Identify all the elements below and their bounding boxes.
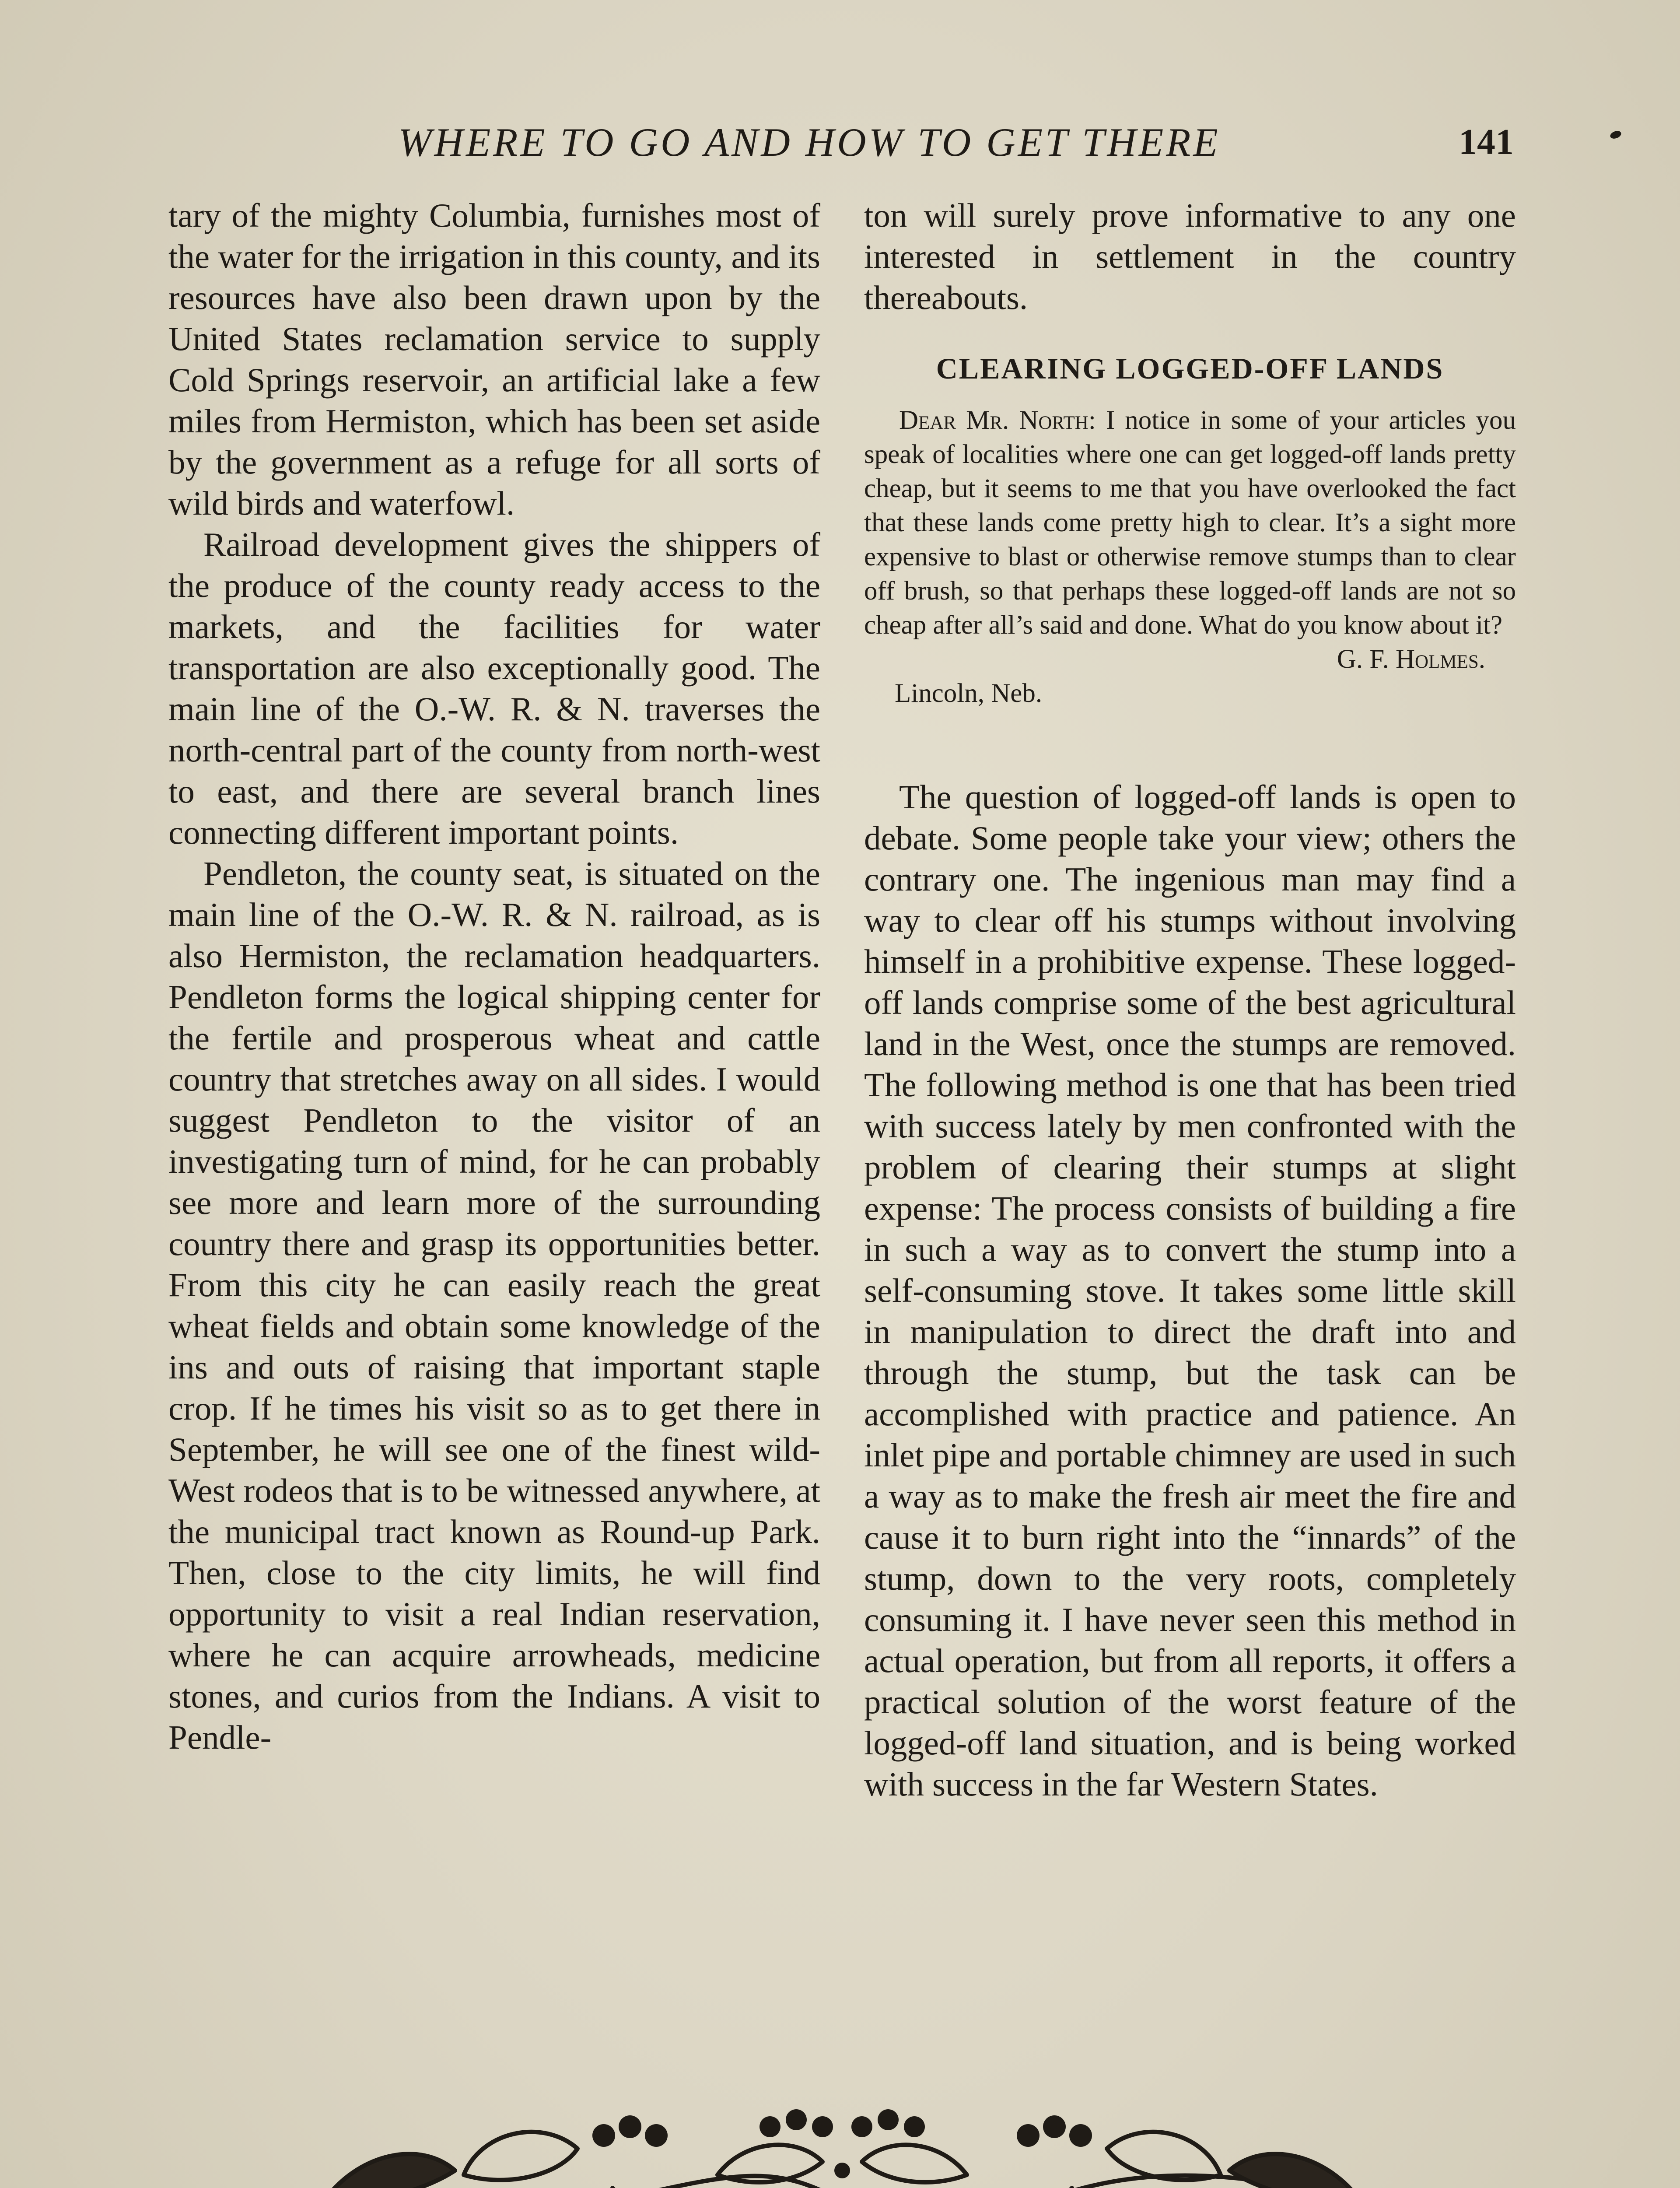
letter-location: Lincoln, Neb. [895, 679, 1043, 708]
letter-signature: G. F. Holmes. [1337, 645, 1485, 674]
section-heading: CLEARING LOGGED-OFF LANDS [936, 352, 1444, 385]
left-column [168, 195, 820, 1758]
page-number: 141 [1459, 122, 1514, 162]
paragraph: Railroad development gives the shippers of the produce of the county ready access to the markets, and the facilities for water transportation are also exceptionally good. The main line of the O.-W. R. & N. traverses the north-central part of the county from north-west to east, and there are several branch lines connecting different important points. [168, 526, 820, 851]
running-head [166, 112, 1514, 173]
running-title: WHERE TO GO AND HOW TO GET THERE [398, 120, 1221, 165]
right-column [864, 195, 1516, 1805]
paragraph: tary of the mighty Columbia, furnishes most of the water for the irrigation in this county, and its resources have also been drawn upon by the United States reclamation service to supply Cold Springs reservoir, an artificial lake a few miles from Hermiston, which has been set aside by the government as a refuge for all sorts of wild birds and waterfowl. [168, 196, 820, 522]
letter-body: : I notice in some of your articles you speak of localities where one can get logged-off lands pretty cheap, but it seems to me that you have overlooked the fact that these lands come pretty high to clear. It’s a sight more expensive to blast or otherwise remove stumps than to clear off brush, so that perhaps these logged-off lands are not so cheap after all’s said and done. What do you know about it? [864, 406, 1516, 640]
paragraph: ton will surely prove informative to any one interested in settlement in the country thereabouts. [864, 196, 1516, 316]
letter-salutation: Dear Mr. North [899, 406, 1088, 435]
paragraph: The question of logged-off lands is open to debate. Some people take your view; others the contrary one. The ingenious man may find a way to clear off his stumps without involving himself in a prohibitive expense. These logged-off lands comprise some of the best agricultural land in the West, once the stumps are removed. The following method is one that has been tried with success lately by men confronted with the problem of clearing their stumps at slight expense: The process consists of building a fire in such a way as to convert the stump into a self-consuming stove. It takes some little skill in manipulation to direct the draft into and through the stump, but the task can be accomplished with practice and patience. An inlet pipe and portable chimney are used in such a way as to make the fresh air meet the fire and cause it to burn right into the “innards” of the stump, down to the very roots, completely consuming it. I have never seen this method in actual operation, but from all reports, it offers a practical solution of the worst feature of the logged-off land situation, and is being worked with success in the far Western States. [864, 778, 1516, 1803]
ink-mark-icon [1609, 130, 1622, 140]
reader-letter [864, 403, 1516, 711]
paragraph: Pendleton, the county seat, is situated on the main line of the O.-W. R. & N. railroad, as is also Hermiston, the reclamation headquarters. Pendleton forms the logical shipping center for the fertile and prosperous wheat and cattle country that stretches away on all sides. I would suggest Pendleton to the visitor of an investigating turn of mind, for he can probably see more and learn more of the surrounding country there and grasp its opportunities better. From this city he can easily reach the great wheat fields and obtain some knowledge of the ins and outs of raising that important staple crop. If he times his visit so as to get there in September, he will see one of the finest wild-West rodeos that is to be witnessed anywhere, at the municipal tract known as Round-up Park. Then, close to the city limits, he will find opportunity to visit a real Indian reservation, where he can acquire arrowheads, medicine stones, and curios from the Indians. A visit to Pendle- [168, 855, 820, 1756]
floral-vine-ornament-icon [298, 2100, 1387, 2188]
